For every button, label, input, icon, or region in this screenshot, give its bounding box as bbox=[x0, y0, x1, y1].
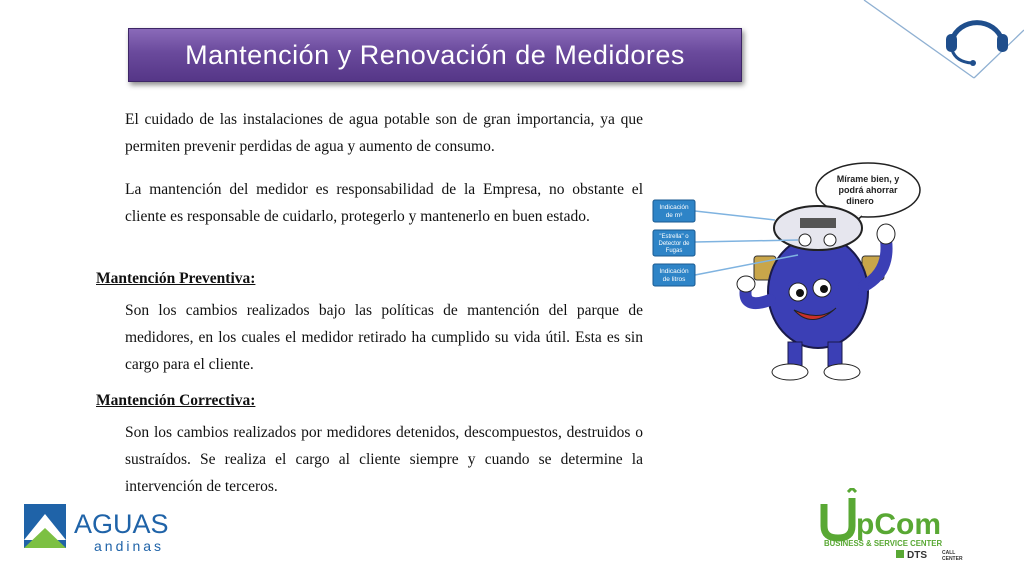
label2-line3: Fugas bbox=[665, 248, 683, 254]
speech-text-line2: podrá ahorrar bbox=[838, 185, 898, 195]
dts-text: DTS bbox=[907, 550, 927, 561]
upcom-logo bbox=[818, 488, 998, 564]
page-title: Mantención y Renovación de Medidores bbox=[185, 39, 685, 70]
corner-decoration bbox=[824, 0, 1024, 110]
label-cubic-meters bbox=[653, 200, 695, 222]
mountain-icon bbox=[24, 504, 66, 548]
upcom-u-icon bbox=[824, 488, 856, 538]
intro-paragraph: El cuidado de las instalaciones de agua potable son de gran importancia, ya que permiten prevenir perdidas de agua y aumento de consumo. bbox=[125, 111, 643, 155]
preventive-paragraph: Son los cambios realizados bajo las políticas de mantención del parque de medidores, en los cuales el medidor retirado ha cumplido su vida útil. Esta es sin cargo para el cliente. bbox=[125, 302, 643, 373]
speech-text-line3: dinero bbox=[846, 196, 874, 206]
label-liters bbox=[653, 264, 695, 286]
upcom-text: pCom bbox=[856, 508, 941, 541]
label2-line2: Detector de bbox=[658, 241, 690, 247]
corrective-paragraph: Son los cambios realizados por medidores detenidos, descompuestos, destruidos o sustraídos. Se realiza el cargo al cliente siempre y cuando se determine la intervención de terceros. bbox=[125, 424, 643, 495]
label1-line1: Indicación bbox=[659, 204, 689, 211]
label2-line1: "Estrella" o bbox=[659, 234, 689, 240]
andinas-text: andinas bbox=[94, 538, 165, 554]
label-leak-detector bbox=[653, 230, 695, 256]
meter-body bbox=[737, 206, 895, 380]
responsibility-paragraph: La mantención del medidor es responsabilidad de la Empresa, no obstante el cliente es responsable de cuidarlo, protegerlo y mantenerlo en buen estado. bbox=[125, 181, 643, 225]
water-meter-illustration bbox=[650, 160, 930, 385]
call-text: CALL bbox=[942, 550, 956, 556]
preventive-heading: Mantención Preventiva: bbox=[96, 270, 256, 287]
title-banner bbox=[128, 28, 742, 82]
label3-line2: de litros bbox=[662, 276, 686, 283]
aguas-andinas-logo bbox=[22, 500, 202, 556]
dts-square-icon bbox=[896, 550, 904, 558]
center-text: CENTER bbox=[942, 556, 963, 562]
aguas-text: AGUAS bbox=[74, 509, 169, 539]
corrective-heading: Mantención Correctiva: bbox=[96, 392, 256, 409]
headset-icon bbox=[946, 23, 1008, 66]
label1-line2: de m³ bbox=[665, 212, 683, 219]
speech-text-line1: Mírame bien, y bbox=[836, 174, 900, 184]
label3-line1: Indicación bbox=[659, 268, 689, 275]
business-service-center-text: BUSINESS & SERVICE CENTER bbox=[824, 539, 943, 548]
